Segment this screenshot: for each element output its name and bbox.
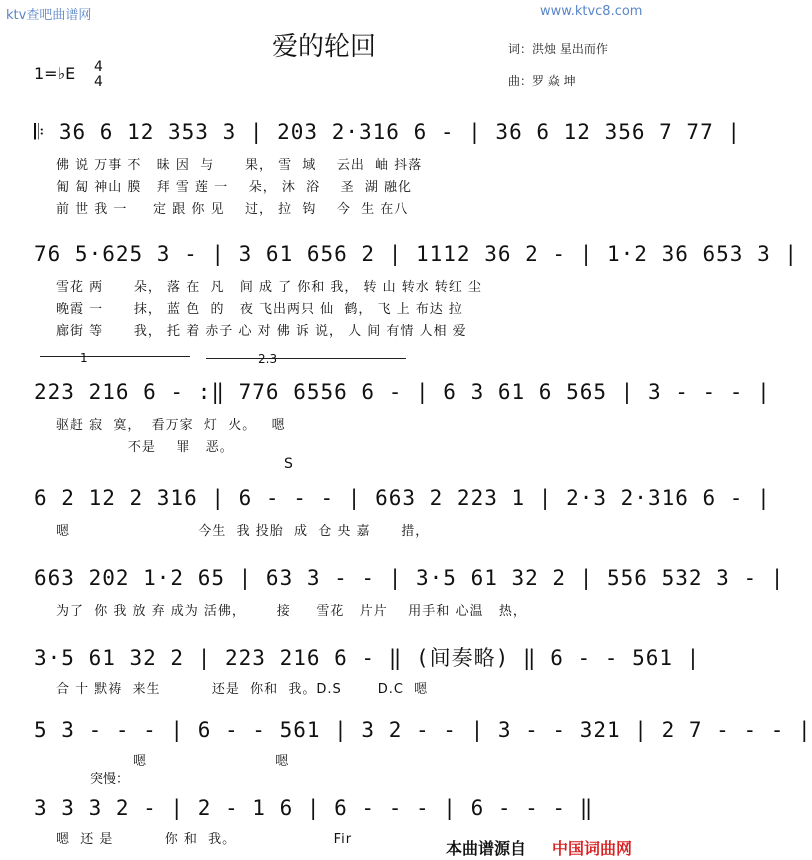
watermark-left: ktv查吧曲谱网 (6, 8, 92, 23)
lyric-2-2: 晚霞 一 抹， 蓝 色 的 夜 飞出两只 仙 鹤， 飞 上 布达 拉 (56, 302, 463, 317)
tempo-marking: 突慢： (90, 772, 130, 787)
lyric-3-1: 驱赶 寂 寞， 看万家 灯 火。 嗯 (56, 418, 286, 433)
lyric-2-3: 廊街 等 我， 托 着 赤子 心 对 佛 诉 说， 人 间 有情 人相 爱 (56, 324, 467, 339)
lyric-1-2: 匍 匐 神山 膜 拜 雪 莲 一 朵， 沐 浴 圣 湖 融化 (56, 180, 413, 195)
lyric-1-3: 前 世 我 一 定 跟 你 见 过， 拉 钩 今 生 在八 (56, 202, 409, 217)
score-line-5: 663 202 1·2 65 | 63 3 - - | 3·5 61 32 2 | 556 532 3 - | (34, 566, 785, 590)
volta-1-label: 1 (80, 351, 88, 365)
volta-1-bracket (40, 356, 190, 365)
time-bottom: 4 (94, 74, 103, 90)
lyrics-credit: 词：洪烛 星出而作 (508, 42, 608, 56)
watermark-right: www.ktvc8.com (540, 4, 643, 19)
score-line-7: 5 3 - - - | 6 - - 561 | 3 2 - - | 3 - - 321 | 2 7 - - - | (34, 718, 812, 742)
lyric-1-1: 佛 说 万事 不 昧 因 与 果， 雪 域 云出 岫 抖落 (56, 158, 423, 173)
lyric-6-1: 合 十 默祷 来生 还是 你和 我。D.S D.C 嗯 (56, 682, 429, 697)
score-line-2: 76 5·625 3 - | 3 61 656 2 | 1112 36 2 - | 1·2 36 653 3 | (34, 242, 799, 266)
music-credit: 曲：罗 焱 坤 (508, 74, 576, 88)
source-site: 中国词曲网 (552, 839, 633, 858)
volta-2-bracket (206, 358, 406, 367)
time-signature (94, 60, 103, 90)
score-line-3: 223 216 6 - :‖ 776 6556 6 - | 6 3 61 6 565 | 3 - - - | (34, 380, 771, 404)
source-label: 本曲谱源自 (446, 839, 527, 858)
lyric-8-1: 嗯 还 是 你 和 我。 Fir (56, 832, 353, 847)
lyric-3-2: 不是 罪 恶。 (56, 440, 234, 455)
score-line-8: 3 3 3 2 - | 2 - 1 6 | 6 - - - | 6 - - - ‖ (34, 796, 594, 820)
score-line-1: 𝄆 36 6 12 353 3 | 203 2·316 6 - | 36 6 12 356 7 77 | (34, 120, 742, 144)
lyric-5-1: 为了 你 我 放 弃 成为 活佛， 接 雪花 片片 用手和 心温 热， (56, 604, 527, 619)
score-line-6: 3·5 61 32 2 | 223 216 6 - ‖ (间奏略) ‖ 6 - - 561 | (34, 646, 701, 670)
time-top: 4 (94, 59, 103, 75)
song-title: 爱的轮回 (271, 32, 376, 62)
key-signature: 1=♭E (34, 64, 76, 83)
volta-2-label: 2.3 (258, 352, 278, 366)
lyric-2-1: 雪花 两 朵， 落 在 凡 间 成 了 你和 我， 转 山 转水 转红 尘 (56, 280, 483, 295)
lyric-7-1: 嗯 嗯 (56, 754, 290, 769)
lyric-4-1: 嗯 今生 我 投胎 成 仓 央 嘉 措， (56, 524, 430, 539)
segno-mark: S (284, 456, 293, 472)
score-line-4: 6 2 12 2 316 | 6 - - - | 663 2 223 1 | 2·3 2·316 6 - | (34, 486, 771, 510)
